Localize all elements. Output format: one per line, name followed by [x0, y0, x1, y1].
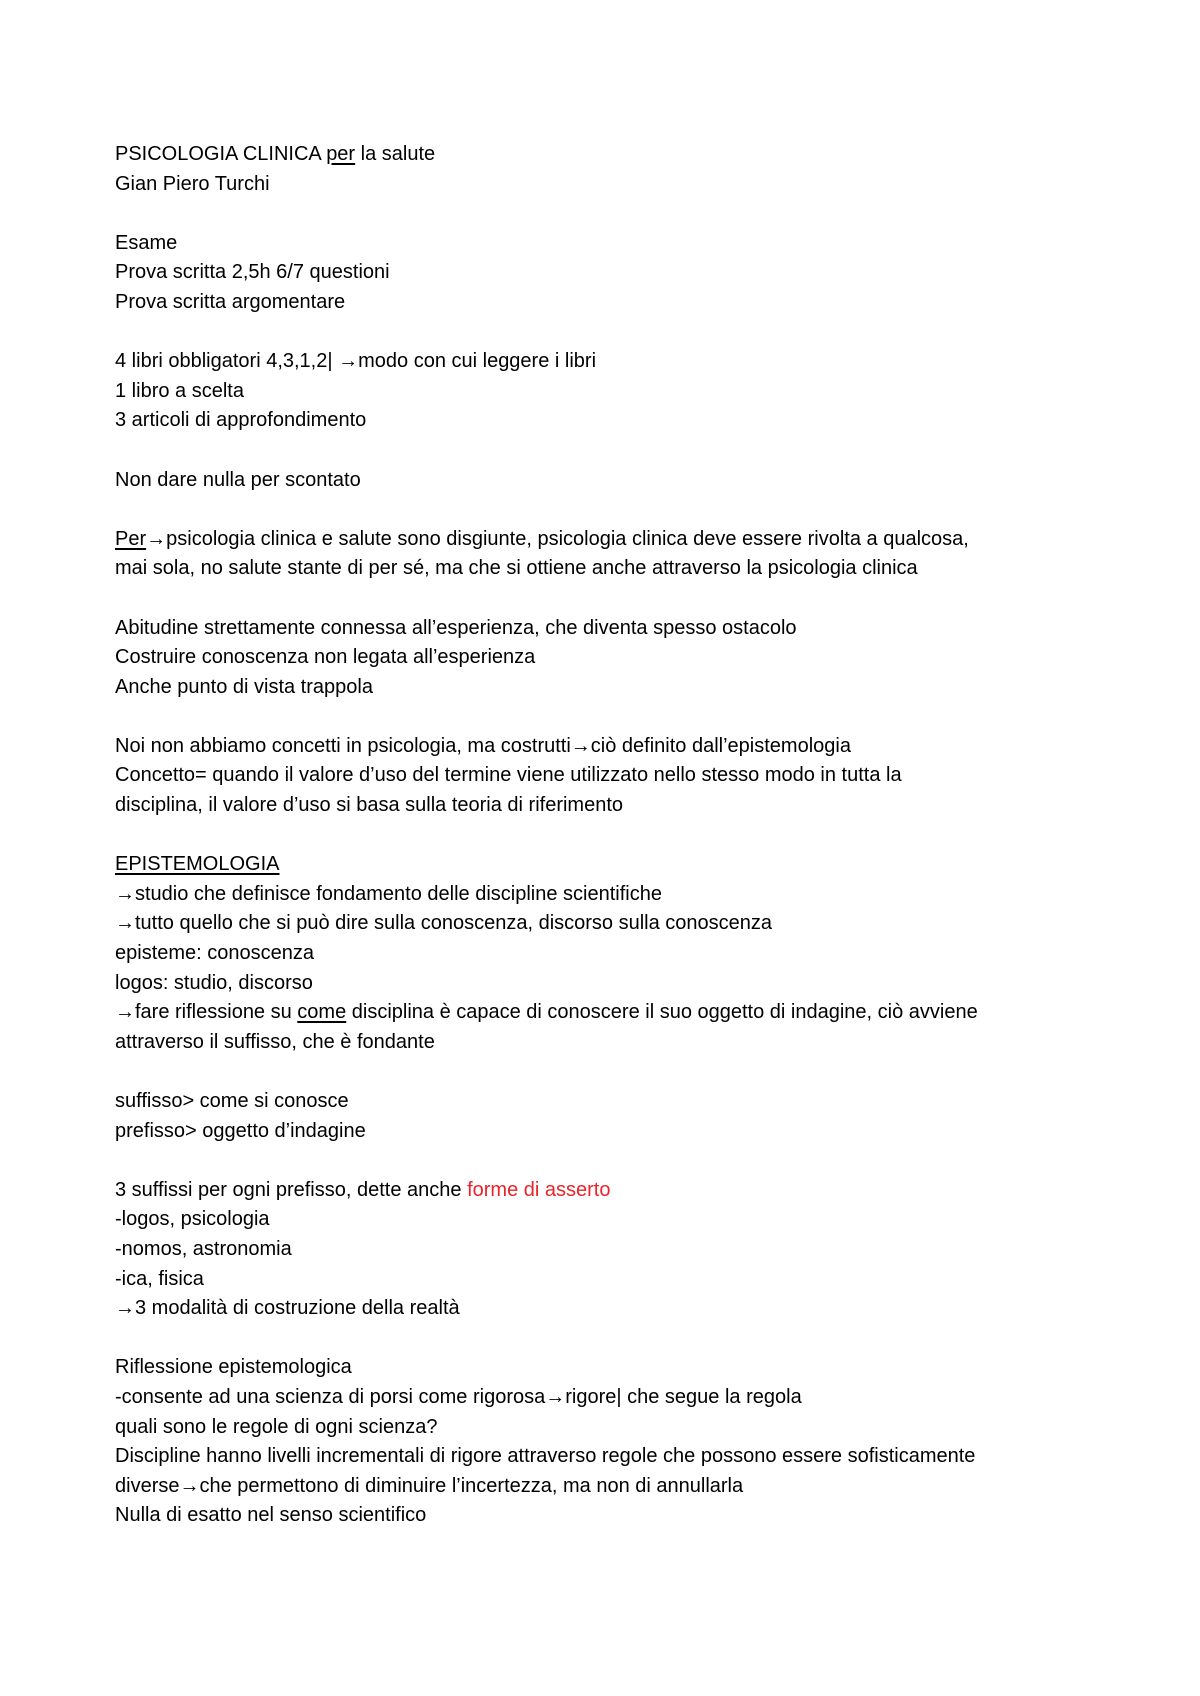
- spacer: [115, 495, 1105, 525]
- exam-heading: Esame: [115, 231, 178, 254]
- concetti-line: disciplina, il valore d’uso si basa sulla teoria di riferimento: [115, 794, 624, 817]
- arrow-icon: →: [115, 912, 135, 935]
- abitudine-line: Abitudine strettamente connessa all’esperienza, che diventa spesso ostacolo: [115, 616, 797, 639]
- suffissi-line: -ica, fisica: [115, 1267, 204, 1290]
- epistemologia-text: studio che definisce fondamento delle discipline scientifiche: [135, 882, 662, 905]
- document-title: [115, 140, 1105, 170]
- riflessione-line: quali sono le regole di ogni scienza?: [115, 1415, 438, 1438]
- epistemologia-line: [115, 998, 1105, 1028]
- per-line: [115, 525, 1105, 555]
- prefisso-line: prefisso> oggetto d’indagine: [115, 1119, 366, 1142]
- riflessione-text: diverse: [115, 1474, 180, 1497]
- spacer: [115, 318, 1105, 348]
- exam-line: Prova scritta 2,5h 6/7 questioni: [115, 261, 390, 284]
- suffisso-line: suffisso> come si conosce: [115, 1090, 349, 1112]
- spacer: [115, 1057, 1105, 1087]
- abitudine-line: Anche punto di vista trappola: [115, 675, 373, 698]
- epistemologia-heading: EPISTEMOLOGIA: [115, 853, 280, 876]
- author-line: Gian Piero Turchi: [115, 172, 270, 195]
- suffissi-line: [115, 1294, 1105, 1324]
- concetti-line: Concetto= quando il valore d’uso del termine viene utilizzato nello stesso modo in tutta la: [115, 764, 902, 787]
- books-text: 4 libri obbligatori 4,3,1,2|: [115, 350, 339, 373]
- document-body: [115, 140, 1105, 1531]
- spacer: [115, 702, 1105, 732]
- spacer: [115, 1324, 1105, 1354]
- books-line: [115, 347, 1105, 377]
- concetti-line: [115, 732, 1105, 762]
- title-text-end: la salute: [355, 143, 436, 165]
- spacer: [115, 1146, 1105, 1176]
- suffissi-line: -nomos, astronomia: [115, 1237, 292, 1260]
- spacer: [115, 436, 1105, 466]
- suffissi-text: 3 modalità di costruzione della realtà: [135, 1297, 460, 1320]
- per-label: Per: [115, 527, 147, 550]
- suffissi-text: 3 suffissi per ogni prefisso, dette anche: [115, 1178, 468, 1201]
- riflessione-line: [115, 1383, 1105, 1413]
- arrow-icon: →: [570, 734, 591, 757]
- epistemologia-line: attraverso il suffisso, che è fondante: [115, 1030, 435, 1053]
- suffissi-line: [115, 1176, 1105, 1206]
- books-text: modo con cui leggere i libri: [358, 350, 597, 373]
- arrow-icon: →: [338, 350, 359, 373]
- riflessione-line: Riflessione epistemologica: [115, 1356, 352, 1379]
- epistemologia-line: [115, 880, 1105, 910]
- riflessione-text: che permettono di diminuire l’incertezza, ma non di annullarla: [199, 1474, 744, 1497]
- title-underlined-word: per: [326, 143, 356, 165]
- concetti-text: Noi non abbiamo concetti in psicologia, ma costrutti: [115, 734, 571, 757]
- riflessione-line: [115, 1472, 1105, 1502]
- concetti-text: ciò definito dall’epistemologia: [590, 734, 851, 757]
- per-line: mai sola, no salute stante di per sé, ma che si ottiene anche attraverso la psicologia clinica: [115, 557, 918, 580]
- spacer: [115, 199, 1105, 229]
- riflessione-text: rigore| che segue la regola: [565, 1385, 802, 1408]
- books-line: 3 articoli di approfondimento: [115, 409, 367, 432]
- title-text: PSICOLOGIA CLINICA: [115, 143, 327, 165]
- epistemologia-line: [115, 909, 1105, 939]
- arrow-icon: →: [115, 882, 135, 905]
- epistemologia-line: episteme: conoscenza: [115, 942, 315, 965]
- abitudine-line: Costruire conoscenza non legata all’esperienza: [115, 646, 536, 669]
- riflessione-line: Nulla di esatto nel senso scientifico: [115, 1504, 427, 1527]
- spacer: [115, 584, 1105, 614]
- note-line: Non dare nulla per scontato: [115, 468, 361, 491]
- arrow-icon: →: [115, 1001, 135, 1024]
- epistemologia-text: disciplina è capace di conoscere il suo oggetto di indagine, ciò avviene: [346, 1001, 978, 1024]
- exam-line: Prova scritta argomentare: [115, 290, 346, 313]
- underlined-word: come: [297, 1001, 347, 1024]
- epistemologia-text: fare riflessione su: [135, 1001, 298, 1024]
- arrow-icon: →: [179, 1474, 200, 1497]
- riflessione-line: Discipline hanno livelli incrementali di rigore attraverso regole che possono essere sofisticamente: [115, 1445, 976, 1468]
- epistemologia-line: logos: studio, discorso: [115, 971, 313, 994]
- arrow-icon: →: [146, 527, 167, 550]
- spacer: [115, 821, 1105, 851]
- riflessione-text: -consente ad una scienza di porsi come rigorosa: [115, 1385, 546, 1408]
- per-text: psicologia clinica e salute sono disgiunte, psicologia clinica deve essere rivolta a qualcosa,: [166, 527, 969, 550]
- suffissi-line: -logos, psicologia: [115, 1208, 270, 1231]
- epistemologia-text: tutto quello che si può dire sulla conoscenza, discorso sulla conoscenza: [135, 912, 773, 935]
- arrow-icon: →: [115, 1297, 135, 1320]
- highlighted-term: forme di asserto: [467, 1178, 611, 1201]
- books-line: 1 libro a scelta: [115, 379, 244, 402]
- arrow-icon: →: [545, 1385, 566, 1408]
